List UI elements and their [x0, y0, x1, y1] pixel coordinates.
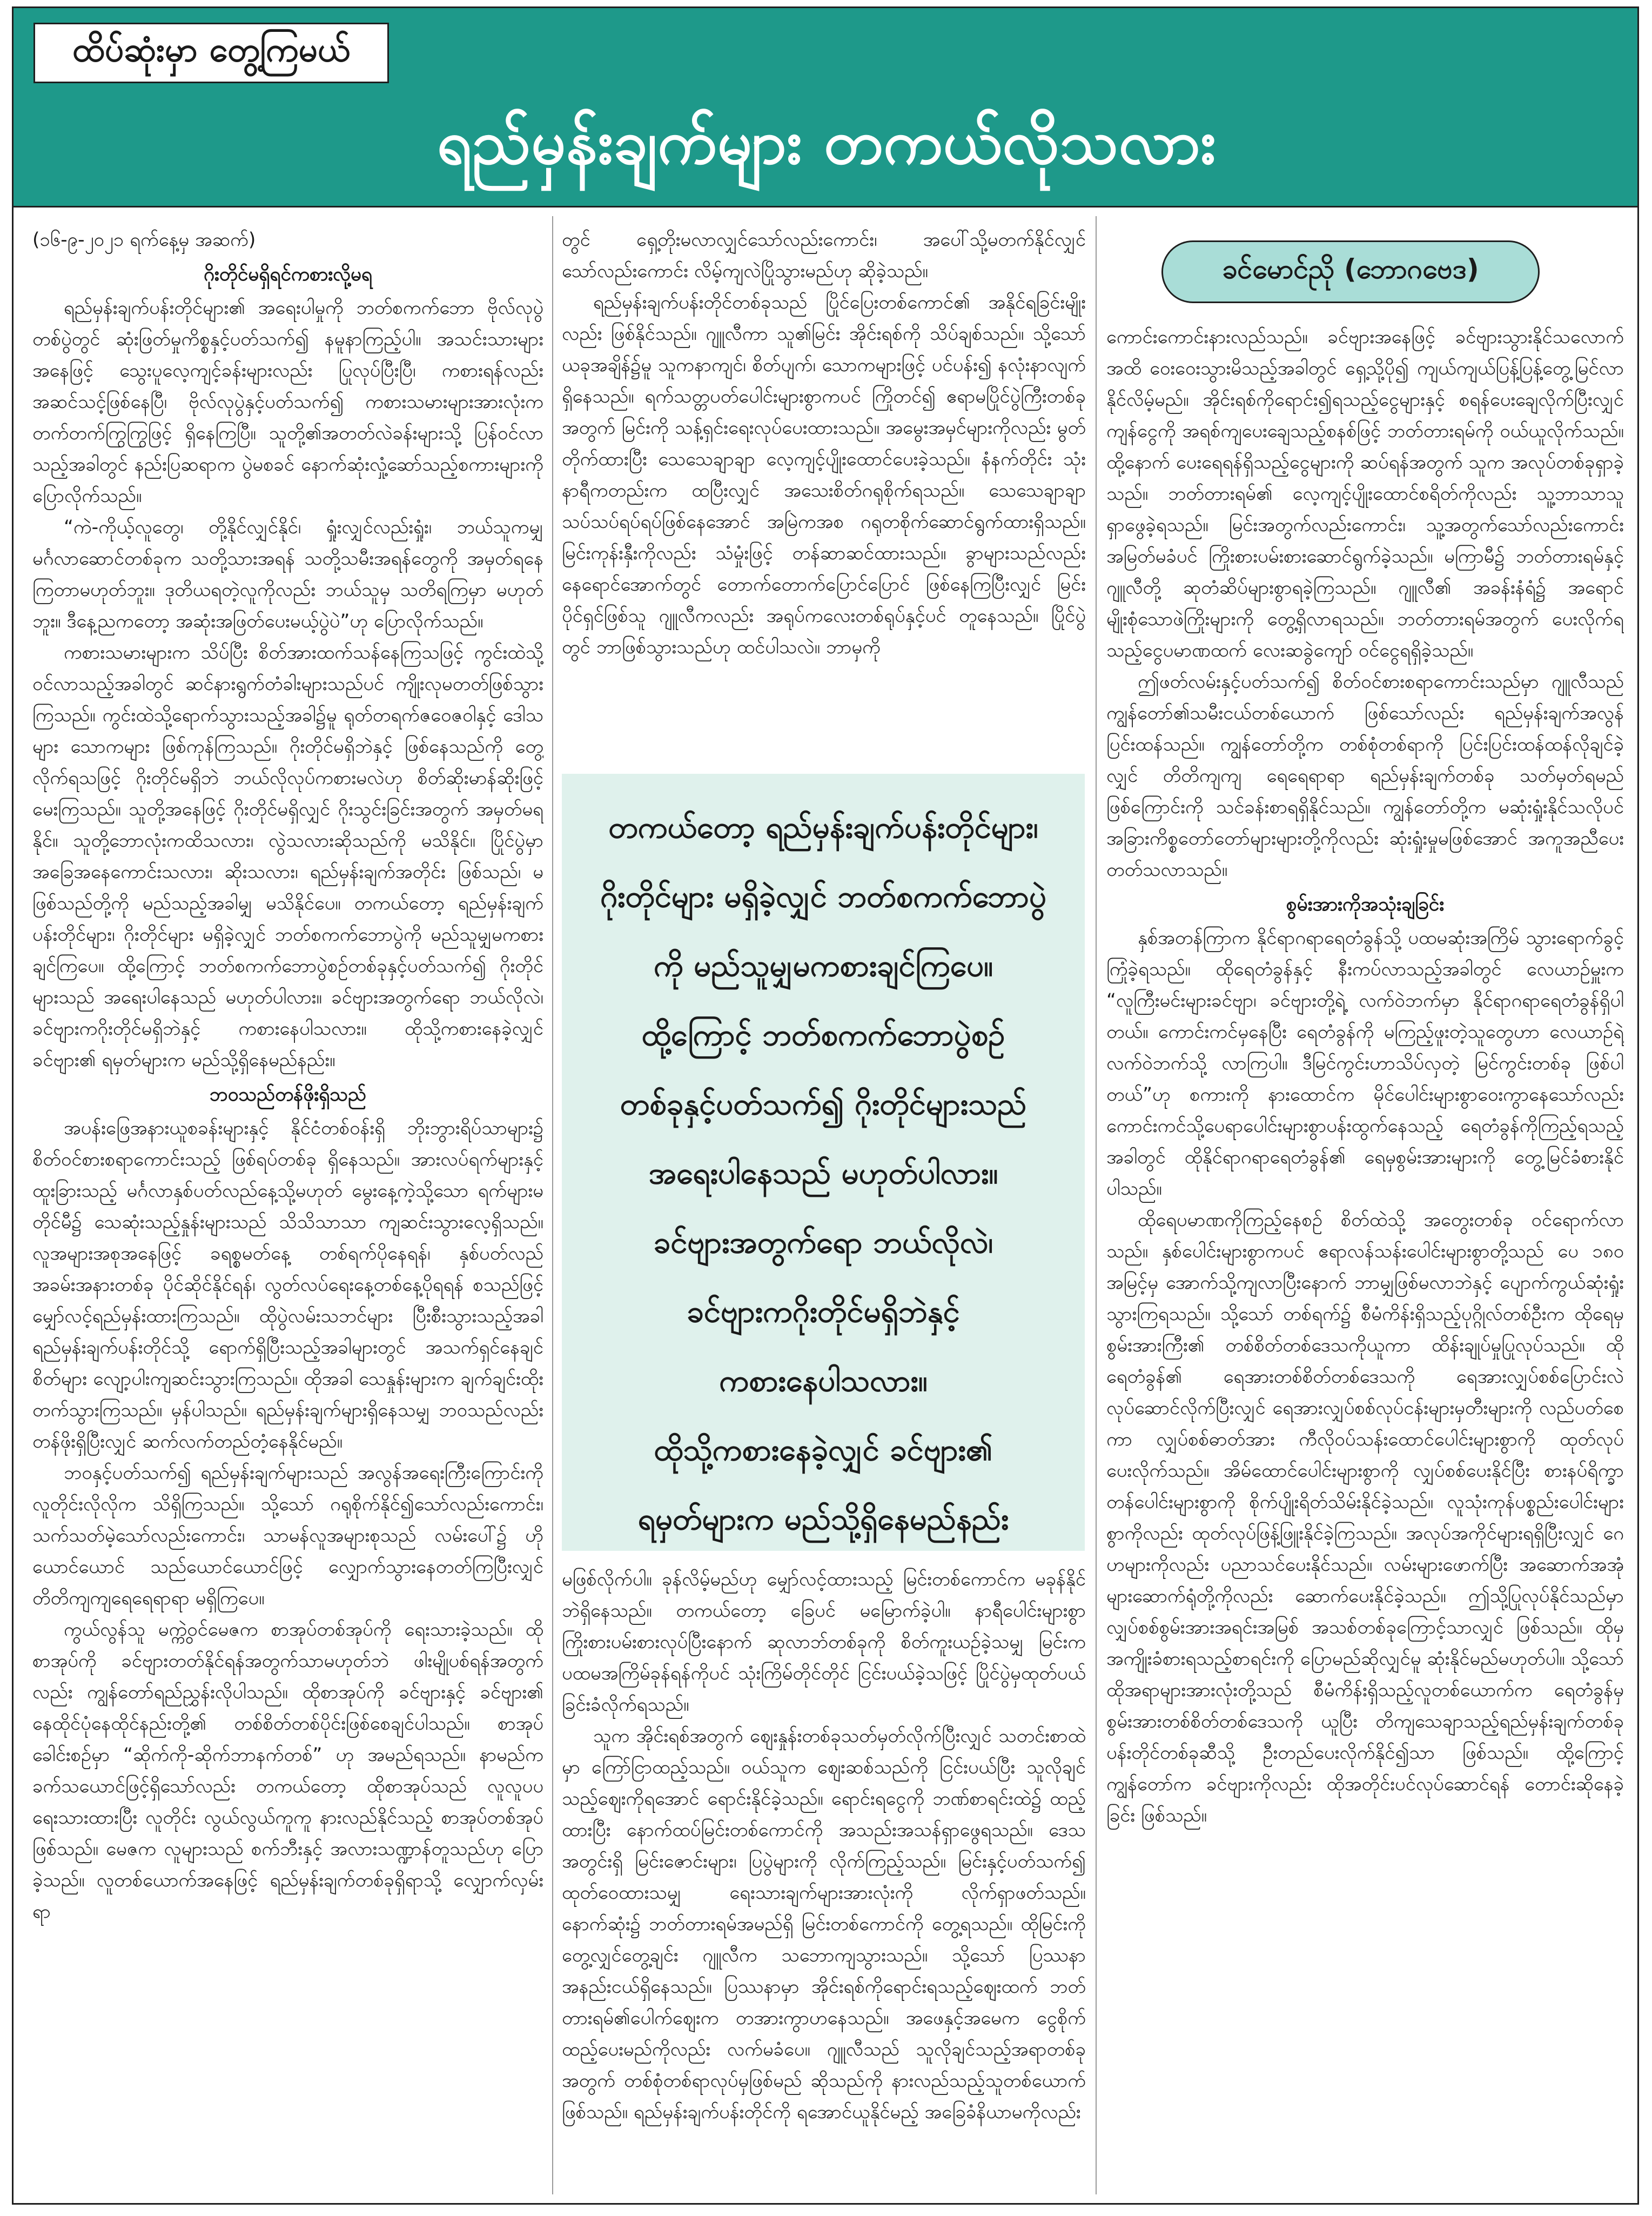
column-divider	[1096, 216, 1097, 2194]
subheading-harness-power: စွမ်းအားကိုအသုံးချခြင်း	[1286, 894, 1445, 915]
author-byline: ခင်မောင်ညို (ဘောဂဗေဒ)	[1161, 240, 1540, 303]
body-paragraph: ကွယ်လွန်သူ မက္ကွဲဝင်မေဇက စာအုပ်တစ်အုပ်ကို ရေးသားခဲ့သည်။ ထိုစာအုပ်ကို ခင်ဗျားတတ်နိုင်ရန်အတွက်သာမဟုတ်ဘဲ ဖါးမျိုပစ်ရန်အတွက်လည်း ကျွန်တော်ရည်ညွှန်းလိုပါသည်။ ထိုစာအုပ်ကို ခင်ဗျားနှင့် ခင်ဗျား၏ နေထိုင်ပုံနေထိုင်နည်းတို့၏ တစ်စိတ်တစ်ပိုင်းဖြစ်စေချင်ပါသည်။ စာအုပ်ခေါင်းစဉ်မှာ “ဆိုက်ကို-ဆိုက်ဘာနက်တစ်” ဟု အမည်ရသည်။ နာမည်က ခက်သယောင်ဖြင့်ရှိသော်လည်း တကယ်တော့ ထိုစာအုပ်သည် လူလူပပရေးသားထားပြီး လူတိုင်း လွယ်လွယ်ကူကူ နားလည်နိုင်သည့် စာအုပ်တစ်အုပ်ဖြစ်သည်။ မေဇက လူများသည် စက်ဘီးနှင့် အလားသဏ္ဍာန်တူသည်ဟု ပြောခဲ့သည်။ လူတစ်ယောက်အနေဖြင့် ရည်မှန်းချက်တစ်ခုရှိရာသို့ လျှောက်လှမ်းရာ	[32, 1619, 543, 1923]
body-paragraph: ဤဖတ်လမ်းနှင့်ပတ်သက်၍ စိတ်ဝင်စားစရာကောင်းသည်မှာ ဂျူလီသည် ကျွန်တော်၏သမီးငယ်တစ်ယောက် ဖြစ်သော်လည်း ရည်မှန်းချက်အလွန်ပြင်းထန်သည်။ ကျွန်တော်တို့က တစ်စုံတစ်ရာကို ပြင်းပြင်းထန်ထန်လိုချင်ခဲ့လျှင် တိတိကျကျ ရေရေရာရာ ရည်မှန်းချက်တစ်ခု သတ်မှတ်ရမည်ဖြစ်ကြောင်းကို သင်ခန်းစာရရှိနိုင်သည်။ ကျွန်တော်တို့က မဆုံးရှုံးနိုင်သလိုပင် အခြားကိစ္စတော်တော်များများတို့ကိုလည်း ဆုံးရှုံးမှုမဖြစ်အောင် အကူအညီပေးတတ်သလာသည်။	[1106, 671, 1624, 881]
body-paragraph: ကစားသမားများက သိပ်ပြီး စိတ်အားထက်သန်နေကြသဖြင့် ကွင်းထဲသို့ဝင်လာသည့်အခါတွင် ဆင်နားရွက်တံခါးများသည်ပင် ကျိုးလုမတတ်ဖြစ်သွားကြသည်။ ကွင်းထဲသို့ရောက်သွားသည့်အခါ၌မူ ရုတ်တရက်ဇဝေဇဝါနှင့် ဒေါသများ သောကများ ဖြစ်ကုန်ကြသည်။ ဂိုးတိုင်မရှိဘဲနှင့် ဖြစ်နေသည်ကို တွေ့လိုက်ရသဖြင့် ဂိုးတိုင်မရှိဘဲ ဘယ်လိုလုပ်ကစားမလဲဟု စိတ်ဆိုးမာန်ဆိုးဖြင့် မေးကြသည်။ သူတို့အနေဖြင့် ဂိုးတိုင်မရှိလျှင် ဂိုးသွင်းခြင်းအတွက် အမှတ်မရနိုင်။ သူတို့ဘောလုံးကထိသလား၊ လွဲသလားဆိုသည်ကို မသိနိုင်။ ပြိုင်ပွဲမှာ အခြေအနေကောင်းသလား၊ ဆိုးသလား၊ ရည်မှန်းချက်အတိုင်း ဖြစ်သည်၊ မဖြစ်သည်တို့ကို မည်သည့်အခါမျှ မသိနိုင်ပေ။ တကယ်တော့ ရည်မှန်းချက်ပန်းတိုင်များ၊ ဂိုးတိုင်များ မရှိခဲ့လျှင် ဘတ်စကက်ဘောပွဲကို မည်သူမျှမကစားချင်ကြပေ။ ထို့ကြောင့် ဘတ်စကက်ဘောပွဲစဉ်တစ်ခုနှင့်ပတ်သက်၍ ဂိုးတိုင်များသည် အရေးပါနေသည် မဟုတ်ပါလား။ ခင်ဗျားအတွက်ရော ဘယ်လိုလဲ၊ ခင်ဗျားကဂိုးတိုင်မရှိဘဲနှင့် ကစားနေပါသလား။ ထိုသို့ကစားနေခဲ့လျှင် ခင်ဗျား၏ ရမှတ်များက မည်သို့ရှိနေမည်နည်း။	[32, 642, 543, 1071]
body-paragraph: “ကဲ-ကိုယ့်လူတွေ၊ တို့နိုင်လျှင်နိုင်၊ ရှုံးလျှင်လည်းရှုံး၊ ဘယ်သူကမျှ မင်္ဂလာဆောင်တစ်ခုက သတို့သားအရန် သတို့သမီးအရန်တွေကို အမှတ်ရနေကြတာမဟုတ်ဘူး။ ဒုတိယရတဲ့လူကိုလည်း ဘယ်သူမှ သတိရကြမှာ မဟုတ်ဘူး။ ဒီနေ့ညကတော့ အဆုံးအဖြတ်ပေးမယ့်ပွဲပဲ”ဟု ပြောလိုက်သည်။	[32, 517, 543, 632]
pull-quote-line: တစ်ခုနှင့်ပတ်သက်၍ ဂိုးတိုင်များသည်	[620, 1087, 1027, 1122]
article-headline: ရည်မှန်းချက်များ တကယ်လိုသလား	[436, 108, 1217, 178]
body-paragraph: ရည်မှန်းချက်ပန်းတိုင်တစ်ခုသည် ပြိုင်ပြေးတစ်ကောင်၏ အနိုင်ရခြင်းမျိုးလည်း ဖြစ်နိုင်သည်။ ဂျူလီကာ သူ၏မြင်း အိုင်းရစ်ကို သိပ်ချစ်သည်။ သို့သော် ယခုအချိန်၌မူ သူကနာကျင်၊ စိတ်ပျက်၊ သောကများဖြင့် ပင်ပန်း၍ နလုံးနာလျက်ရှိနေသည်။ ရက်သတ္တပတ်ပေါင်းများစွာကပင် ကြိုတင်၍ ဧရာမပြိုင်ပွဲကြီးတစ်ခုအတွက် မြင်းကို သန့်ရှင်းရေးလုပ်ပေးထားသည်။ အမွေးအမှင်များကိုလည်း မွတ်တိုက်ထားပြီး သေသေချာချာ လေ့ကျင့်ပျိုးထောင်ပေးခဲ့သည်။ နံနက်တိုင်း သုံးနာရီကတည်းက ထပြီးလျှင် အသေးစိတ်ဂရုစိုက်ရသည်။ သေသေချာချာ သပ်သပ်ရပ်ရပ်ဖြစ်နေအောင် အမြဲကအစ ဂရုတစိုက်ဆောင်ရွက်ထားရှိသည်။ မြင်းကုန်းနှီးကိုလည်း သံမှုံးဖြင့် တန်ဆာဆင်ထားသည်။ ခွာများသည်လည်း နေရောင်အောက်တွင် တောက်တောက်ပြောင်ပြောင် ဖြစ်နေကြပြီးလျှင် မြင်းပိုင်ရှင်ဖြစ်သူ ဂျူလီကလည်း အရုပ်ကလေးတစ်ရုပ်နှင့်ပင် တူနေသည်။ ပြိုင်ပွဲတွင် ဘာဖြစ်သွားသည်ဟု ထင်ပါသလဲ။ ဘာမှကို	[562, 292, 1086, 658]
pull-quote-line: ခင်ဗျားအတွက်ရော ဘယ်လိုလဲ၊	[653, 1225, 993, 1260]
body-paragraph: အပန်းဖြေအနားယူစခန်းများနှင့် နိုင်ငံတစ်ဝန်းရှိ ဘိုးဘွားရိပ်သာများ၌ စိတ်ဝင်စားစရာကောင်းသည့် ဖြစ်ရပ်တစ်ခု ရှိနေသည်။ အားလပ်ရက်များနှင့် ထူးခြားသည့် မင်္ဂလာနှစ်ပတ်လည်နေ့သို့မဟုတ် မွေးနေ့ကဲ့သို့သော ရက်များမတိုင်မီ၌ သေဆုံးသည့်နှုန်းများသည် သိသိသာသာ ကျဆင်းသွားလေ့ရှိသည်။ လူအများအစုအနေဖြင့် ခရစ္စမတ်နေ့ တစ်ရက်ပိုနေရန်၊ နှစ်ပတ်လည်အခမ်းအနားတစ်ခု ပိုင်ဆိုင်နိုင်ရန်၊ လွတ်လပ်ရေးနေ့တစ်နေ့ပိုရရန် စသည်ဖြင့် မျှော်လင့်ရည်မှန်းထားကြသည်။ ထိုပွဲလမ်းသဘင်များ ပြီးစီးသွားသည့်အခါ ရည်မှန်းချက်ပန်းတိုင်သို့ ရောက်ရှိပြီးသည့်အခါများတွင် အသက်ရှင်နေချင်စိတ်များ လျော့ပါးကျဆင်းသွားကြသည်။ ထိုအခါ သေနှုန်းများက ချက်ချင်းထိုးတက်သွားကြသည်။ မှန်ပါသည်။ ရည်မှန်းချက်များရှိနေသမျှ ဘဝသည်လည်း တန်ဖိုးရှိပြီးလျှင် ဆက်လက်တည်တံ့နေနိုင်မည်။	[32, 1117, 543, 1452]
body-paragraph: သူက အိုင်းရစ်အတွက် ဈေးနှုန်းတစ်ခုသတ်မှတ်လိုက်ပြီးလျှင် သတင်းစာထဲမှာ ကြော်ငြာထည့်သည်။ ဝယ်သူက ဈေးဆစ်သည်ကို ငြင်းပယ်ပြီး သူလိုချင်သည့်ဈေးကိုရအောင် ရောင်းနိုင်ခဲ့သည်။ ရောင်းရငွေကို ဘဏ်စာရင်းထဲ၌ ထည့်ထားပြီး နောက်ထပ်မြင်းတစ်ကောင်ကို အသည်းအသန်ရှာဖွေရသည်။ ဒေသအတွင်းရှိ မြင်းဇောင်းများ၊ ပြပွဲများကို လိုက်ကြည့်သည်။ မြင်းနှင့်ပတ်သက်၍ ထုတ်ဝေထားသမျှ ရေးသားချက်များအားလုံးကို လိုက်ရှာဖတ်သည်။ နောက်ဆုံး၌ ဘတ်တားရမ်အမည်ရှိ မြင်းတစ်ကောင်ကို တွေ့ရသည်။ ထိုမြင်းကို တွေ့လျှင်တွေ့ချင်း ဂျူလီက သဘောကျသွားသည်။ သို့သော် ပြဿနာ အနည်းငယ်ရှိနေသည်။ ပြဿနာမှာ အိုင်းရစ်ကိုရောင်းရသည့်ဈေးထက် ဘတ်တားရမ်၏ပေါက်ဈေးက တအားကွာဟနေသည်။ အဖေနှင့်အမေက ငွေစိုက်ထည့်ပေးမည်ကိုလည်း လက်မခံပေ။ ဂျူလီသည် သူလိုချင်သည့်အရာတစ်ခုအတွက် တစ်စုံတစ်ရာလုပ်မှဖြစ်မည် ဆိုသည်ကို နားလည်သည့်သူတစ်ယောက် ဖြစ်သည်။ ရည်မှန်းချက်ပန်းတိုင်ကို ရအောင်ယူနိုင်မည့် အခြေခံနိယာမကိုလည်း	[562, 1725, 1086, 2123]
pull-quote-line: ရမှတ်များက မည်သို့ရှိနေမည်နည်း	[637, 1502, 1009, 1537]
column-2-bottom	[562, 1564, 1086, 2194]
body-paragraph: မဖြစ်လိုက်ပါ။ ခုန်လိမ့်မည်ဟု မျှော်လင့်ထားသည့် မြင်းတစ်ကောင်က မခုန်နိုင်ဘဲရှိနေသည်။ တကယ်တော့ ခြေပင် မမြောက်ခဲ့ပါ။ နာရီပေါင်းများစွာကြိုးစားပမ်းစားလုပ်ပြီးနောက် ဆုလာဘ်တစ်ခုကို စိတ်ကူးယဉ်ခဲ့သမျှ မြင်းက ပထမအကြိမ်ခုန်ရန်ကိုပင် သုံးကြိမ်တိုင်တိုင် ငြင်းပယ်ခဲ့သဖြင့် ပြိုင်ပွဲမှထုတ်ပယ်ခြင်းခံလိုက်ရသည်။	[562, 1569, 1086, 1716]
continuation-note: (၁၆-၉-၂၀၂၁ ရက်နေ့မှ အဆက်)	[32, 229, 256, 251]
pull-quote	[562, 774, 1085, 1551]
pull-quote-line: ခင်ဗျားကဂိုးတိုင်မရှိဘဲနှင့်	[687, 1294, 960, 1329]
column-divider	[552, 216, 553, 2194]
pull-quote-line: ထို့ကြောင့် ဘတ်စကက်ဘောပွဲစဉ်	[641, 1017, 1005, 1053]
body-paragraph: နှစ်အတန်ကြာက နိုင်ရာဂရာရေတံခွန်သို့ ပထမဆုံးအကြိမ် သွားရောက်ခွင့်ကြုံခဲ့ရသည်။ ထိုရေတံခွန်နှင့် နီးကပ်လာသည့်အခါတွင် လေယာဉ်မှူးက “လူကြီးမင်းများခင်ဗျာ၊ ခင်ဗျားတို့ရဲ့ လက်ဝဲဘက်မှာ နိုင်ရာဂရာရေတံခွန်ရှိပါတယ်။ ကောင်းကင်မှနေပြီး ရေတံခွန်ကို မကြည့်ဖူးတဲ့သူတွေဟာ လေယာဉ်ရဲ့လက်ဝဲဘက်သို့ လာကြပါ။ ဒီမြင်ကွင်းဟာသိပ်လှတဲ့ မြင်ကွင်းတစ်ခု ဖြစ်ပါတယ်”ဟု စကားကို နားထောင်က မိုင်ပေါင်းများစွာဝေးကွာနေသော်လည်း ကောင်းကင်သို့ပေရာပေါင်းများစွာပန်းထွက်နေသည့် ရေတံခွန်ကိုကြည့်ရသည့်အခါတွင် ထိုနိုင်ရာဂရာရေတံခွန်၏ ရေမှစွမ်းအားများကို တွေ့မြင်ခံစားနိုင်ပါသည်။	[1106, 927, 1624, 1200]
pull-quote-line: ဂိုးတိုင်များ မရှိခဲ့လျှင် ဘတ်စကက်ဘောပွဲ	[600, 879, 1046, 914]
body-paragraph: ထိုရေပမာဏကိုကြည့်နေစဉ် စိတ်ထဲသို့ အတွေးတစ်ခု ဝင်ရောက်လာသည်။ နှစ်ပေါင်းများစွာကပင် ဧရာလန်သန်းပေါင်းများစွာတို့သည် ပေ ၁၈၀ အမြင့်မှ အောက်သို့ကျလာပြီးနောက် ဘာမျှဖြစ်မလာဘဲနှင့် ပျောက်ကွယ်ဆုံးရှုံးသွားကြရသည်။ သို့သော် တစ်ရက်၌ စီမံကိန်းရှိသည့်ပုဂ္ဂိုလ်တစ်ဦးက ထိုရေမှစွမ်းအားကြီး၏ တစ်စိတ်တစ်ဒေသကိုယူကာ ထိန်းချုပ်မှုပြုလုပ်သည်။ ထိုရေတံခွန်၏ ရေအားတစ်စိတ်တစ်ဒေသကို ရေအားလျှပ်စစ်ပြောင်းလဲလုပ်ဆောင်လိုက်ပြီးလျှင် ရေအားလျှပ်စစ်လုပ်ငန်းများမှတီးများကို လည်ပတ်စေကာ လျှပ်စစ်ဓာတ်အား ကီလိုဝပ်သန်းထောင်ပေါင်းများစွာကို ထုတ်လုပ်ပေးလိုက်သည်။ အိမ်ထောင်ပေါင်းများစွာကို လျှပ်စစ်ပေးနိုင်ပြီး စားနပ်ရိက္ခာ တန်ပေါင်းများစွာကို စိုက်ပျိုးရိတ်သိမ်းနိုင်ခဲ့သည်။ လူသုံးကုန်ပစ္စည်းပေါင်းများစွာကိုလည်း ထုတ်လုပ်ဖြန့်ဖြူးနိုင်ခဲ့ကြသည်။ အလုပ်အကိုင်များရရှိပြီးလျှင် ဂေဟများကိုလည်း ပညာသင်ပေးနိုင်သည်။ လမ်းများဖောက်ပြီး အဆောက်အအုံများဆောက်ရုံတို့ကိုလည်း ဆောက်ပေးနိုင်ခဲ့သည်။ ဤသို့ပြုလုပ်နိုင်သည်မှာ လျှပ်စစ်စွမ်းအားအရင်းအမြစ် အသစ်တစ်ခုကြောင့်သာလျှင် ဖြစ်သည်။ ထိုမှ အကျိုးခံစားရသည့်စာရင်းကို ပြောမည်ဆိုလျှင်မူ ဆုံးနိုင်မည်မဟုတ်ပါ။ သို့သော် ထိုအရာများအားလုံးတို့သည် စီမံကိန်းရှိသည့်လူတစ်ယောက်က ရေတံခွန်မှ စွမ်းအားတစ်စိတ်တစ်ဒေသကို ယူပြီး တိကျသေချာသည့်ရည်မှန်းချက်တစ်ခု ပန်းတိုင်တစ်ခုဆီသို့ ဦးတည်ပေးလိုက်နိုင်၍သာ ဖြစ်သည်။ ထို့ကြောင့် ကျွန်တော်က ခင်ဗျားကိုလည်း ထိုအတိုင်းပင်လုပ်ဆောင်ရန် တောင်းဆိုနေခဲ့ခြင်း ဖြစ်သည်။	[1106, 1209, 1624, 1826]
body-paragraph: တွင် ရှေ့တိုးမလာလျှင်သော်လည်းကောင်း၊ အပေါ်သို့မတက်နိုင်လျှင်သော်လည်းကောင်း လိမ့်ကျလဲပြိုသွားမည်ဟု ဆိုခဲ့သည်။	[562, 229, 1086, 282]
pull-quote-line: ကို မည်သူမျှမကစားချင်ကြပေ။	[653, 948, 993, 983]
body-paragraph: ဘဝနှင့်ပတ်သက်၍ ရည်မှန်းချက်များသည် အလွန်အရေးကြီးကြောင်းကို လူတိုင်းလိုလိုက သိရှိကြသည်။ သို့သော် ဂရုစိုက်နိုင်၍သော်လည်းကောင်း၊ သက်သတ်မဲ့သော်လည်းကောင်း၊ သာမန်လူအများစုသည် လမ်းပေါ်၌ ဟိုယောင်ယောင် သည်ယောင်ယောင်ဖြင့် လျှောက်သွားနေတတ်ကြပြီးလျှင် တိတိကျကျရေရေရာရာ မရှိကြပေ။	[32, 1462, 543, 1609]
column-2-top	[562, 224, 1086, 667]
column-3	[1106, 322, 1624, 2194]
pull-quote-line: ကစားနေပါသလား။	[719, 1363, 928, 1398]
body-paragraph: ရည်မှန်းချက်ပန်းတိုင်များ၏ အရေးပါမှုကို ဘတ်စကက်ဘော ဗိုလ်လုပွဲတစ်ပွဲတွင် ဆုံးဖြတ်မှုကိစ္စနှင့်ပတ်သက်၍ နမူနာကြည့်ပါ။ အသင်းသားများအနေဖြင့် သွေးပူလေ့ကျင့်ခန်းများလည်း ပြုလုပ်ပြီးပြီ၊ ကစားရန်လည်း အဆင်သင့်ဖြစ်နေပြီ၊ ဗိုလ်လုပွဲနှင့်ပတ်သက်၍ ကစားသမားများအားလုံးက တက်တက်ကြွကြွဖြင့် ရှိနေကြပြီ။ သူတို့၏အတတ်လဲခန်းများသို့ ပြန်ဝင်လာသည့်အခါတွင် နည်းပြဆရာက ပွဲမစခင် နောက်ဆုံးလှုံ့ဆော်သည့်စကားများကို ပြောလိုက်သည်။	[32, 297, 543, 507]
subheading-life-value: ဘဝသည်တန်ဖိုးရှိသည်	[210, 1084, 366, 1106]
pull-quote-line: တကယ်တော့ ရည်မှန်းချက်ပန်းတိုင်များ၊	[608, 810, 1038, 845]
pull-quote-line: ထိုသို့ကစားနေခဲ့လျှင် ခင်ဗျား၏	[654, 1432, 993, 1468]
column-1	[32, 224, 543, 2194]
pull-quote-line: အရေးပါနေသည် မဟုတ်ပါလား။	[648, 1156, 998, 1191]
column-kicker: ထိပ်ဆုံးမှာ တွေ့ကြမယ်	[33, 23, 389, 83]
body-paragraph: ကောင်းကောင်းနားလည်သည်။ ခင်ဗျားအနေဖြင့် ခင်ဗျားသွားနိုင်သလောက်အထိ ဝေးဝေးသွားမိသည့်အခါတွင် ရှေ့သို့ပို၍ ကျယ်ကျယ်ပြန့်ပြန့်တွေ့မြင်လာနိုင်လိမ့်မည်။ အိုင်းရစ်ကိုရောင်း၍ရသည့်ငွေများနှင့် စရန်ပေးချေလိုက်ပြီးလျှင် ကျန်ငွေကို အရစ်ကျပေးချေသည့်စနစ်ဖြင့် ဘတ်တားရမ်ကို ဝယ်ယူလိုက်သည်။ ထို့နောက် ပေးရေရန်ရှိသည့်ငွေများကို ဆပ်ရန်အတွက် သူက အလုပ်တစ်ခုရှာခဲ့သည်။ ဘတ်တားရမ်၏ လေ့ကျင့်ပျိုးထောင်စရိတ်ကိုလည်း သူ့ဘာသာသူ ရှာဖွေခဲ့ရသည်။ မြင်းအတွက်လည်းကောင်း၊ သူ့အတွက်သော်လည်းကောင်း အမြတ်မခံပင် ကြိုးစားပမ်းစားဆောင်ရွက်ခဲ့သည်။ မကြာမီ၌ ဘတ်တားရမ်နှင့် ဂျူလီတို့ ဆုတံဆိပ်များစွာရခဲ့ကြသည်။ ဂျူလီ၏ အခန်းနံရံ၌ အရောင်မျိုးစုံသောဖဲကြိုးများကို တွေ့ရှိလာရသည်။ ဘတ်တားရမ်အတွက် ပေးလိုက်ရသည့်ငွေပမာဏထက် လေးဆခွဲကျော် ဝင်ငွေရရှိခဲ့သည်။	[1106, 326, 1624, 661]
subheading-goalposts: ဂိုးတိုင်မရှိရင်ကစားလို့မရ	[203, 264, 373, 285]
